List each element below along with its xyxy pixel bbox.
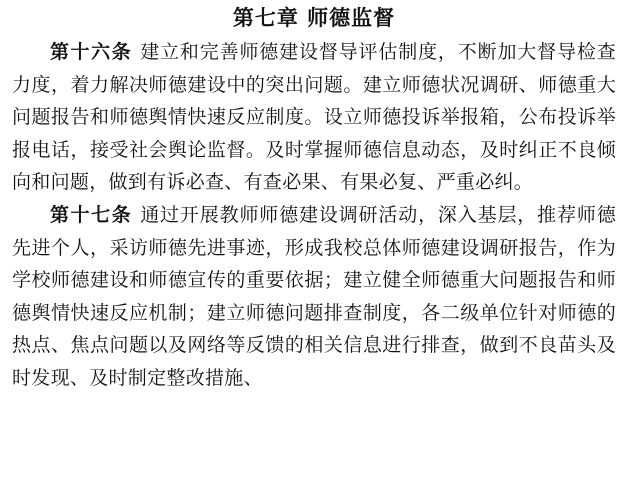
article-number: 第十七条 [50, 203, 133, 226]
chapter-title: 第七章 师德监督 [232, 6, 396, 30]
article-number: 第十六条 [50, 41, 133, 63]
article-text: 建立和完善师德建设督导评估制度，不断加大督导检查力度，着力解决师德建设中的突出问题。建立师德状况调研、师德重大问题报告和师德舆情快速反应制度。设立师德投诉举报箱，公布投诉举报电话，接受社会舆论监督。及时掌握师德信息动态，及时纠正不良倾向和问题，做到有诉必查、有查必果、有果必复、严重必纠。 [12, 41, 616, 194]
article-17 [12, 199, 616, 395]
article-text: 通过开展教师师德建设调研活动，深入基层，推荐师德先进个人，采访师德先进事迹，形成我校总体师德建设调研报告，作为学校师德建设和师德宣传的重要依据；建立健全师德重大问题报告和师德舆情快速反应机制；建立师德问题排查制度，各二级单位针对师德的热点、焦点问题以及网络等反馈的相关信息进行排查，做到不良苗头及时发现、及时制定整改措施、 [12, 203, 616, 389]
article-16 [12, 36, 616, 199]
